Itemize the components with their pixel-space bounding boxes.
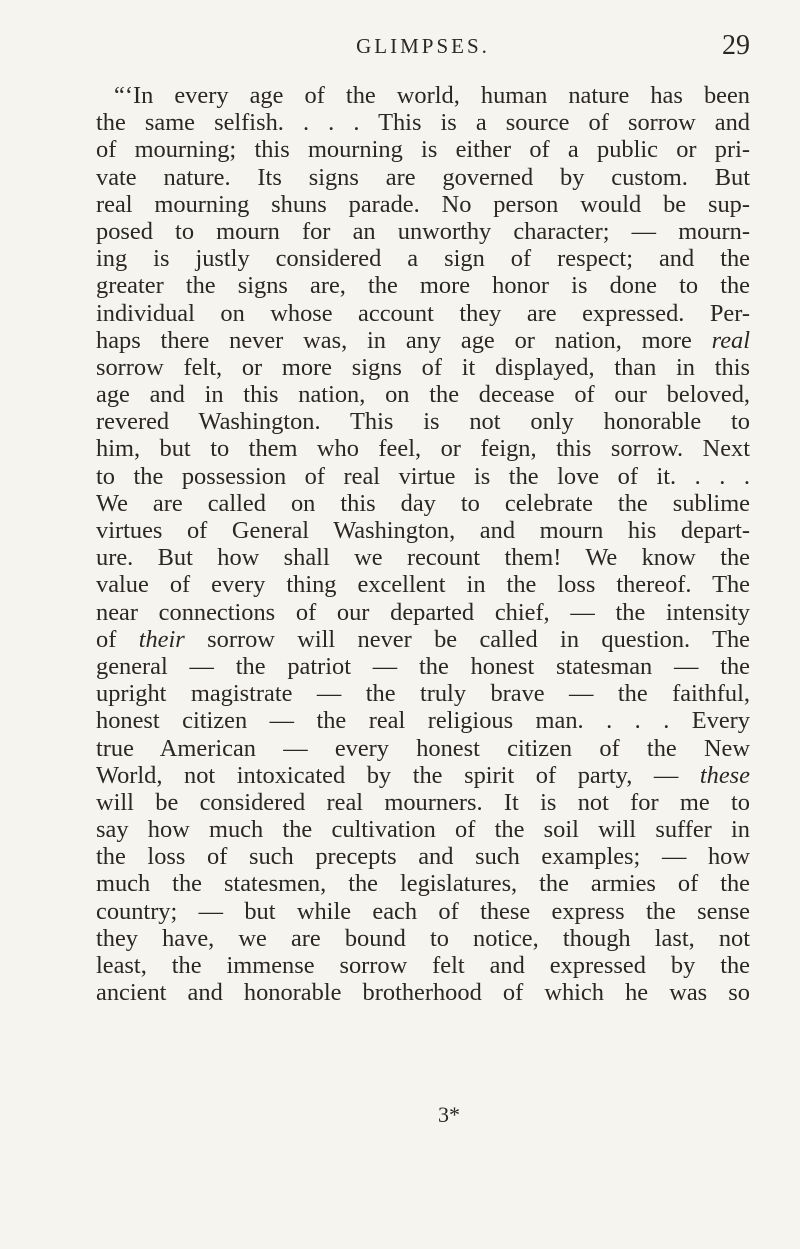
text-line-20: near connections of our departed chief, — the intensity xyxy=(96,598,750,626)
text-line-31: country; — but while each of these express the sense xyxy=(96,897,750,925)
text-line-33: least, the immense sorrow felt and expressed by the xyxy=(96,952,750,979)
text-line-23: upright magistrate — the truly brave — the faithful, xyxy=(96,680,750,708)
text-line-18: ure. But how shall we recount them! We know the xyxy=(96,544,750,572)
text-line-25: true American — every honest citizen of the New xyxy=(96,734,750,762)
body-text xyxy=(96,82,750,1006)
text-line-14: him, but to them who feel, or feign, this sorrow. Next xyxy=(96,435,750,463)
text-line-10: haps there never was, in any age or nation, more real xyxy=(96,326,750,354)
emphasis-these: these xyxy=(699,761,750,789)
emphasis-their: their xyxy=(138,625,185,653)
text-line-15: to the possession of real virtue is the love of it. . . . xyxy=(96,462,750,490)
text-line-32: they have, we are bound to notice, though last, not xyxy=(96,924,750,952)
emphasis-real: real xyxy=(711,326,750,354)
text-line-17: virtues of General Washington, and mourn his depart- xyxy=(96,517,750,544)
text-line-29: the loss of such precepts and such examples; — how xyxy=(96,843,750,871)
text-line-6: posed to mourn for an unworthy character; — mourn- xyxy=(96,217,750,245)
text-line-19: value of every thing excellent in the loss thereof. The xyxy=(96,571,750,599)
text-line-7: ing is justly considered a sign of respect; and the xyxy=(96,245,750,273)
text-line-11: sorrow felt, or more signs of it displayed, than in this xyxy=(96,353,750,381)
text-line-26: World, not intoxicated by the spirit of party, — these xyxy=(96,761,750,789)
text-line-13: revered Washington. This is not only honorable to xyxy=(96,408,750,436)
running-title: GLIMPSES. xyxy=(356,34,490,58)
page-header xyxy=(96,30,750,70)
text-line-3: of mourning; this mourning is either of a public or pri- xyxy=(96,136,750,164)
text-line-27: will be considered real mourners. It is not for me to xyxy=(96,788,750,816)
text-line-30: much the statesmen, the legislatures, the armies of the xyxy=(96,870,750,898)
text-line-28: say how much the cultivation of the soil will suffer in xyxy=(96,816,750,844)
text-line-21: of their sorrow will never be called in question. The xyxy=(96,625,750,653)
text-line-1: “‘In every age of the world, human nature has been xyxy=(114,82,750,109)
text-line-34: ancient and honorable brotherhood of which he was so xyxy=(96,979,750,1007)
text-line-4: vate nature. Its signs are governed by custom. But xyxy=(96,163,750,191)
text-line-24: honest citizen — the real religious man. . . . Every xyxy=(96,707,750,735)
text-line-8: greater the signs are, the more honor is done to the xyxy=(96,272,750,300)
text-line-2: the same selfish. . . . This is a source of sorrow and xyxy=(96,109,750,137)
text-line-16: We are called on this day to celebrate the sublime xyxy=(96,489,750,517)
text-line-5: real mourning shuns parade. No person would be sup- xyxy=(96,190,750,218)
signature-mark: 3* xyxy=(438,1102,460,1127)
page-number: 29 xyxy=(722,30,750,61)
text-line-22: general — the patriot — the honest statesman — the xyxy=(96,652,750,680)
text-line-9: individual on whose account they are expressed. Per- xyxy=(96,299,750,327)
text-line-12: age and in this nation, on the decease of our beloved, xyxy=(96,381,750,409)
